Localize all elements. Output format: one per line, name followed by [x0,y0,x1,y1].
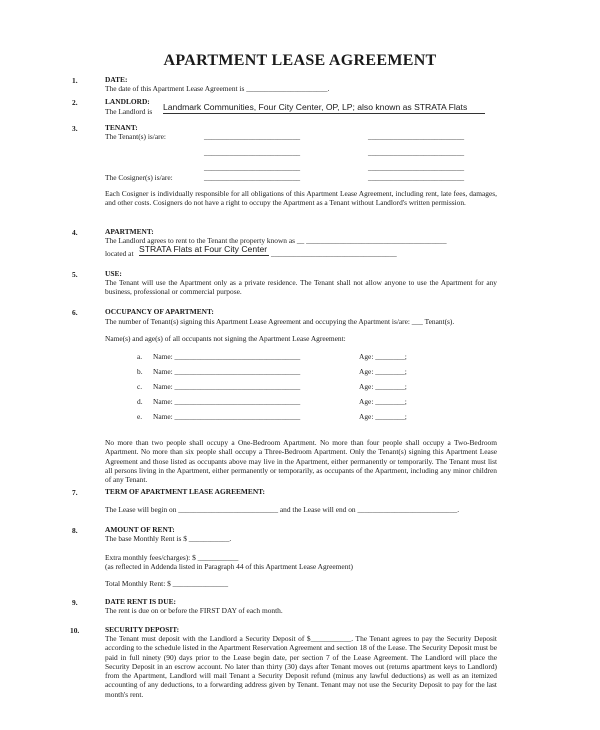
section-heading-use: USE: [105,269,122,278]
occupant-age-field[interactable]: Age: ________; [359,367,407,376]
section-heading-term: TERM OF APARTMENT LEASE AGREEMENT: [105,487,266,496]
tenant-field[interactable]: __________________________ [368,163,465,172]
occupants-intro: Name(s) and age(s) of all occupants not signing the Apartment Lease Agreement: [105,334,346,343]
occupant-name-field[interactable]: Name: __________________________________ [153,382,301,391]
tenant-field[interactable]: __________________________ [368,148,465,157]
section-number: 1. [72,76,78,85]
total-rent-field[interactable]: Total Monthly Rent: $ _______________ [105,579,229,588]
section-number: 2. [72,98,78,107]
term-text: The Lease will begin on ___________________________ and the Lease will end on ___________________________. [105,505,460,514]
deposit-paragraph: The Tenant must deposit with the Landlord a Security Deposit of $___________. The Tenant agrees to pay the Security Deposit according to the schedule listed in the Apartment Reservation Agreement and section 18 of the Lease. The Security Deposit must be paid in full ninety (90) days prior to the Lease begin date, per section 7 of the Lease Agreement. The Landlord will place the Security Deposit in an escrow account. No later than thirty (30) days after Tenant moves out (returns apartment keys to Landlord) from the Apartment, Landlord will mail Tenant a Security Deposit refund (minus any lawful deductions) as well as an itemized accounting of any deductions, to a forwarding address given by Tenant. Tenant may not use the Security Deposit to pay for the last month's rent. [105,634,497,699]
occupant-age-field[interactable]: Age: ________; [359,397,407,406]
occupant-age-field[interactable]: Age: ________; [359,412,407,421]
location-field[interactable]: STRATA Flats at Four City Center [139,244,268,254]
addenda-note: (as reflected in Addenda listed in Paragraph 44 of this Apartment Lease Agreement) [105,562,353,571]
section-number: 4. [72,228,78,237]
occupant-name-field[interactable]: Name: __________________________________ [153,367,301,376]
section-heading-tenant: TENANT: [105,123,138,132]
section-heading-deposit: SECURITY DEPOSIT: [105,625,180,634]
occupant-letter: a. [137,352,143,361]
occupant-name-field[interactable]: Name: __________________________________ [153,412,301,421]
tenant-field[interactable]: __________________________ [204,163,301,172]
base-rent-field[interactable]: The base Monthly Rent is $ ___________. [105,534,232,543]
section-number: 7. [72,488,78,497]
occupant-letter: b. [137,367,143,376]
cosigner-label: The Cosigner(s) is/are: [105,173,173,182]
located-prefix: located at [105,249,134,258]
occupant-age-field[interactable]: Age: ________; [359,352,407,361]
cosigner-field[interactable]: __________________________ [204,173,301,182]
section-heading-landlord: LANDLORD: [105,97,150,106]
section-number: 3. [72,124,78,133]
section-number: 9. [72,598,78,607]
occupancy-paragraph: No more than two people shall occupy a One-Bedroom Apartment. No more than four people shall occupy a Two-Bedroom Apartment. No more than six people shall occupy a Three-Bedroom Apartment. Only the Tenant(s) signing this Apartment Lease Agreement and those listed as occupants above may live in the Apartment, either permanently or temporarily. The Tenant must list all persons living in the Apartment, either permanently or temporarily, as occupants of the Apartment, including any minor children of any Tenant. [105,438,497,485]
extra-fees-field[interactable]: Extra monthly fees/charges): $ ___________ [105,553,239,562]
cosigner-field[interactable]: __________________________ [368,173,465,182]
section-heading-rent: AMOUNT OF RENT: [105,525,175,534]
section-heading-due: DATE RENT IS DUE: [105,597,176,606]
section-heading-apartment: APARTMENT: [105,227,154,236]
tenant-field[interactable]: __________________________ [368,132,465,141]
due-text: The rent is due on or before the FIRST DAY of each month. [105,606,283,615]
section-heading-occupancy: OCCUPANCY OF APARTMENT: [105,307,214,316]
section-number: 8. [72,526,78,535]
section-number: 5. [72,270,78,279]
landlord-field[interactable]: Landmark Communities, Four City Center, OP, LP; also known as STRATA Flats [163,102,485,114]
document-title: APARTMENT LEASE AGREEMENT [163,52,437,69]
section-heading-date: DATE: [105,75,128,84]
tenants-label: The Tenant(s) is/are: [105,132,166,141]
landlord-prefix: The Landlord is [105,107,153,116]
occupant-name-field[interactable]: Name: __________________________________ [153,352,301,361]
use-paragraph: The Tenant will use the Apartment only as a private residence. The Tenant shall not allow anyone to use the Apartment for any business, professional or commercial purpose. [105,278,497,297]
occupant-age-field[interactable]: Age: ________; [359,382,407,391]
section-number: 10. [70,626,80,635]
location-field-rest[interactable]: __________________________________ [271,249,397,258]
occupant-letter: d. [137,397,143,406]
apartment-text: The Landlord agrees to rent to the Tenant the property known as __ ______________________________________ [105,236,447,245]
tenant-field[interactable]: __________________________ [204,148,301,157]
occupant-letter: e. [137,412,143,421]
occupant-name-field[interactable]: Name: __________________________________ [153,397,301,406]
occupancy-count-text: The number of Tenant(s) signing this Apartment Lease Agreement and occupying the Apartment is/are: ___ Tenant(s). [105,317,455,326]
cosigner-paragraph: Each Cosigner is individually responsible for all obligations of this Apartment Lease Agreement, including rent, late fees, damages, and other costs. Cosigners do not have a right to occupy the Apartment as a Tenant without Landlord's written permission. [105,189,497,208]
occupant-letter: c. [137,382,143,391]
date-text: The date of this Apartment Lease Agreement is ______________________. [105,84,330,93]
section-number: 6. [72,308,78,317]
tenant-field[interactable]: __________________________ [204,132,301,141]
